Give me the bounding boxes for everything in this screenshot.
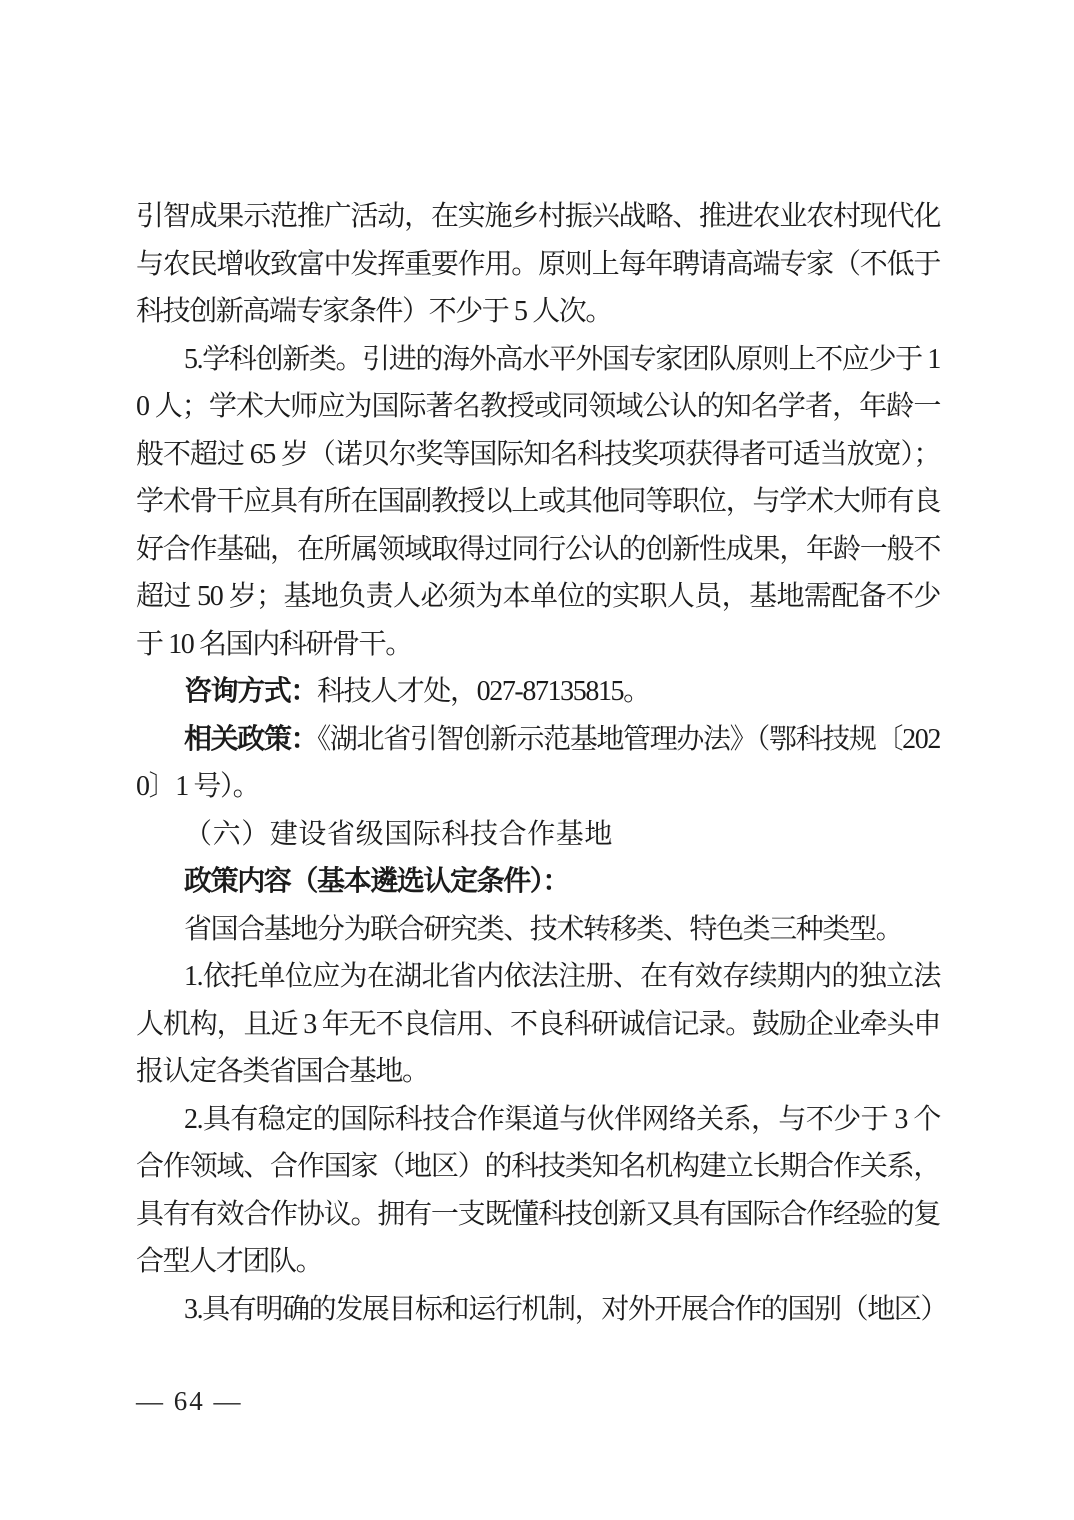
document-body [136,193,948,1333]
paragraph [136,668,940,716]
paragraph [136,953,940,1096]
page-number: — 64 — [136,1386,243,1416]
text-run: 5.学科创新类。引进的海外高水平外国专家团队原则上不应少于 10 人；学术大师应为国际著名教授或同领域公认的知名学者，年龄一般不超过 65 岁（诺贝尔奖等国际知名科技奖项获得者可适当放宽）；学术骨干应具有所在国副教授以上或其他同等职位，与学术大师有良好合作基础，在所属领域取得过同行公认的创新性成果，年龄一般不超过 50 岁；基地负责人必须为本单位的实职人员，基地需配备不少于 10 名国内科研骨干。 [136,343,940,660]
text-run: （六）建设省级国际科技合作基地 [184,818,614,850]
paragraph [136,811,940,859]
text-run: 省国合基地分为联合研究类、技术转移类、特色类三种类型。 [184,913,903,945]
paragraph [136,1096,940,1286]
text-run: 2.具有稳定的国际科技合作渠道与伙伴网络关系，与不少于 3 个合作领域、合作国家（地区）的科技类知名机构建立长期合作关系，具有有效合作协议。拥有一支既懂科技创新又具有国际合作经验的复合型人才团队。 [136,1103,940,1277]
bold-label: 政策内容（基本遴选认定条件）： [184,866,570,897]
text-run: 引智成果示范推广活动，在实施乡村振兴战略、推进农业农村现代化与农民增收致富中发挥重要作用。原则上每年聘请高端专家（不低于科技创新高端专家条件）不少于 5 人次。 [136,201,940,327]
paragraph [136,906,940,954]
text-run: 《湖北省引智创新示范基地管理办法》（鄂科技规〔2020〕1 号）。 [136,723,940,802]
bold-label: 相关政策： [184,723,318,755]
paragraph [136,716,940,811]
text-run: 1.依托单位应为在湖北省内依法注册、在有效存续期内的独立法人机构，且近 3 年无不良信用、不良科研诚信记录。鼓励企业牵头申报认定各类省国合基地。 [136,961,940,1087]
text-run: 3.具有明确的发展目标和运行机制，对外开展合作的国别（地区） [184,1293,948,1325]
paragraph [136,858,940,906]
paragraph [136,1286,948,1334]
text-run: 科技人才处，027-87135815。 [317,676,650,707]
bold-label: 咨询方式： [184,676,318,707]
paragraph [136,193,940,336]
paragraph [136,336,940,669]
